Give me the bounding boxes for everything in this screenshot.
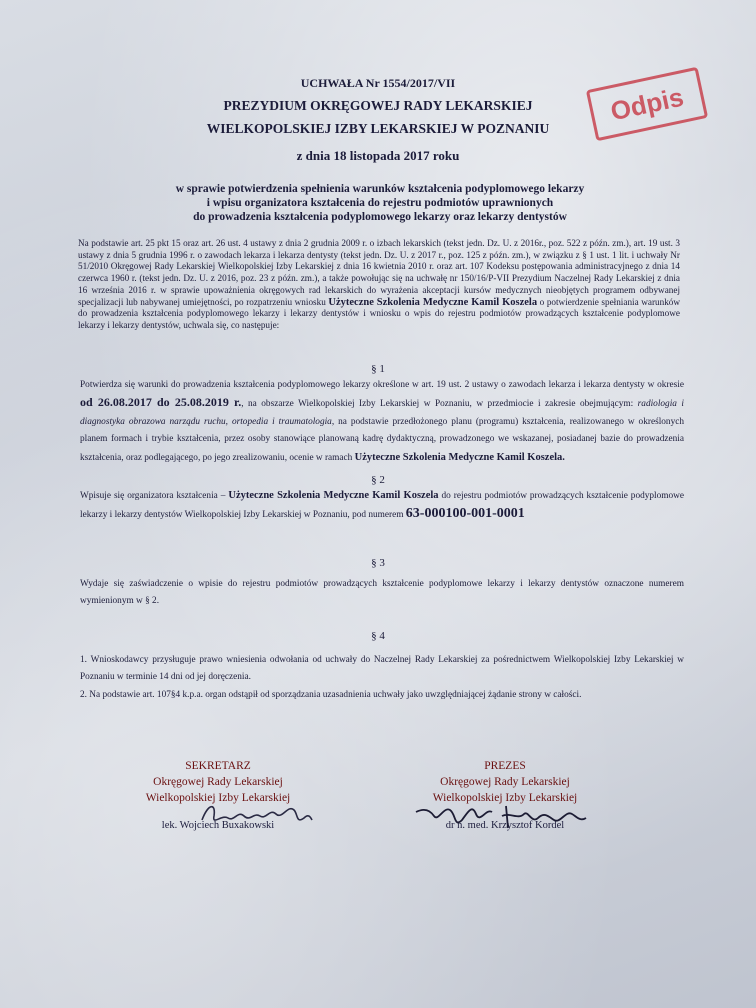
section-1-title: § 1 [371,363,385,375]
training-scope: radiologia i diagnostyka obrazowa narządu ruchu, ortopedia i traumatologia [80,399,684,427]
section-2-title: § 2 [371,474,385,486]
secretary-name: lek. Wojciech Buxakowski [161,820,275,831]
president-handwritten-signature [410,798,590,838]
president-name: dr n. med. Krzysztof Kordel [445,820,565,831]
secretary-signature-block: SEKRETARZ Okręgowej Rady Lekarskiej Wielkopolskiej Izby Lekarskiej lek. Wojciech Buxakowski [118,758,318,834]
section-2-text: Wpisuje się organizatora kształcenia – Użyteczne Szkolenia Medyczne Kamil Koszela do rejestru podmiotów prowadzących kształcenie podyplomowe lekarzy i lekarzy dentystów Wielkopolskiej Izby Lekarskiej w Poznaniu, pod numerem 63-000100-001-0001 [80,490,685,522]
resolution-date: z dnia 18 listopada 2017 roku [296,148,460,163]
applicant-name: Użyteczne Szkolenia Medyczne Kamil Koszela [328,296,538,308]
section-3-title: § 3 [371,557,385,569]
legal-preamble: Na podstawie art. 25 pkt 15 oraz art. 26 ust. 4 ustawy z dnia 2 grudnia 2009 r. o izbach lekarskich (tekst jedn. Dz. U. z 2016r., poz. 522 z późn. zm.), art. 19 ust. 3 ustawy z dnia 5 grudnia 1996 r. o zawodach lekarza i lekarza dentysty (tekst jedn. Dz. U. z 2017 r., poz. 125 z późn. zm.), w związku z § 1 ust. 1 lit. i uchwały Nr 51/2010 Okręgowej Rady Lekarskiej Wielkopolskiej Izby Lekarskiej z dnia 16 kwietnia 2010 r. oraz art. 107 Kodeksu postępowania administracyjnego z dnia 14 czerwca 1960 r. (tekst jedn. Dz. U. z 2016, poz. 23 z późn. zm.), a także powołując się na uchwałę nr 150/16/P-VII Prezydium Naczelnej Rady Lekarskiej z dnia 16 września 2016 r. w sprawie upoważnienia okręgowych rad lekarskich do wyrażenia akceptacji kursów medycznych nieobjętych programem odbywanej specjalizacji lub nabywanej umiejętności, po rozpatrzeniu wniosku Użyteczne Szkolenia Medyczne Kamil Koszela o potwierdzenie spełniania warunków do prowadzenia kształcenia podyplomowego lekarzy i lekarzy dentystów i wniosku o wpis do rejestru podmiotów prowadzących kształcenie podyplomowe lekarzy i lekarzy dentystów, uchwala się, co następuje: [78,238,681,330]
section-1-text: Potwierdza się warunki do prowadzenia kształcenia podyplomowego lekarzy określone w art. 19 ust. 2 ustawy o zawodach lekarza i lekarza dentysty w okresie od 26.08.2017 do 25.08.2019 r., na obszarze Wielkopolskiej Izby Lekarskiej w Poznaniu, w przedmiocie i zakresie obejmującym: radiologia i diagnostyka obrazowa narządu ruchu, ortopedia i traumatologia, na podstawie przedłożonego planu (programu) kształcenia, realizowanego w określonych planem formach i trybie kształcenia, przez osoby stanowiące planowaną kadrę dydaktyczną, prowadzonego we wskazanej, posiadanej bazie do prowadzenia kształcenia, oraz podlegającego, po jego zrealizowaniu, ocenie w ramach Użyteczne Szkolenia Medyczne Kamil Koszela. [80,380,684,463]
section-3-text: Wydaje się zaświadczenie o wpisie do rejestru podmiotów prowadzących kształcenie podyplomowe lekarzy i lekarzy dentystów oznaczone numerem wymienionym w § 2. [80,579,684,607]
section-4-point-1: 1. Wnioskodawcy przysługuje prawo wniesienia odwołania od uchwały do Naczelnej Rady Lekarskiej za pośrednictwem Wielkopolskiej Izby Lekarskiej w Poznaniu w terminie 14 dni od jej doręczenia. [80,655,684,683]
issuer-line-2: WIELKOPOLSKIEJ IZBY LEKARSKIEJ W POZNANIU [206,121,550,136]
president-signature-block: PREZES Okręgowej Rady Lekarskiej Wielkopolskiej Izby Lekarskiej dr n. med. Krzysztof Kordel [405,758,605,834]
registry-number: 63-000100-001-0001 [405,506,525,522]
president-role: PREZES [484,760,526,772]
odpis-stamp: Odpis [586,67,708,142]
secretary-handwritten-signature [198,796,316,832]
secretary-role: SEKRETARZ [185,760,251,772]
resolution-subject: w sprawie potwierdzenia spełnienia warunków kształcenia podyplomowego lekarzy i wpisu organizatora kształcenia do rejestru podmiotów uprawnionych do prowadzenia kształcenia podyplomowego lekarzy oraz lekarzy dentystów [175,183,585,223]
resolution-number: UCHWAŁA Nr 1554/2017/VII [300,76,456,90]
section-4-point-2: 2. Na podstawie art. 107§4 k.p.a. organ odstąpił od sporządzania uzasadnienia uchwały jako uwzględniającej żądanie strony w całości. [80,690,582,700]
issuer-line-1: PREZYDIUM OKRĘGOWEJ RADY LEKARSKIEJ [223,98,533,113]
validity-period: od 26.08.2017 do 25.08.2019 r. [80,395,242,410]
section-4-title: § 4 [371,630,385,642]
